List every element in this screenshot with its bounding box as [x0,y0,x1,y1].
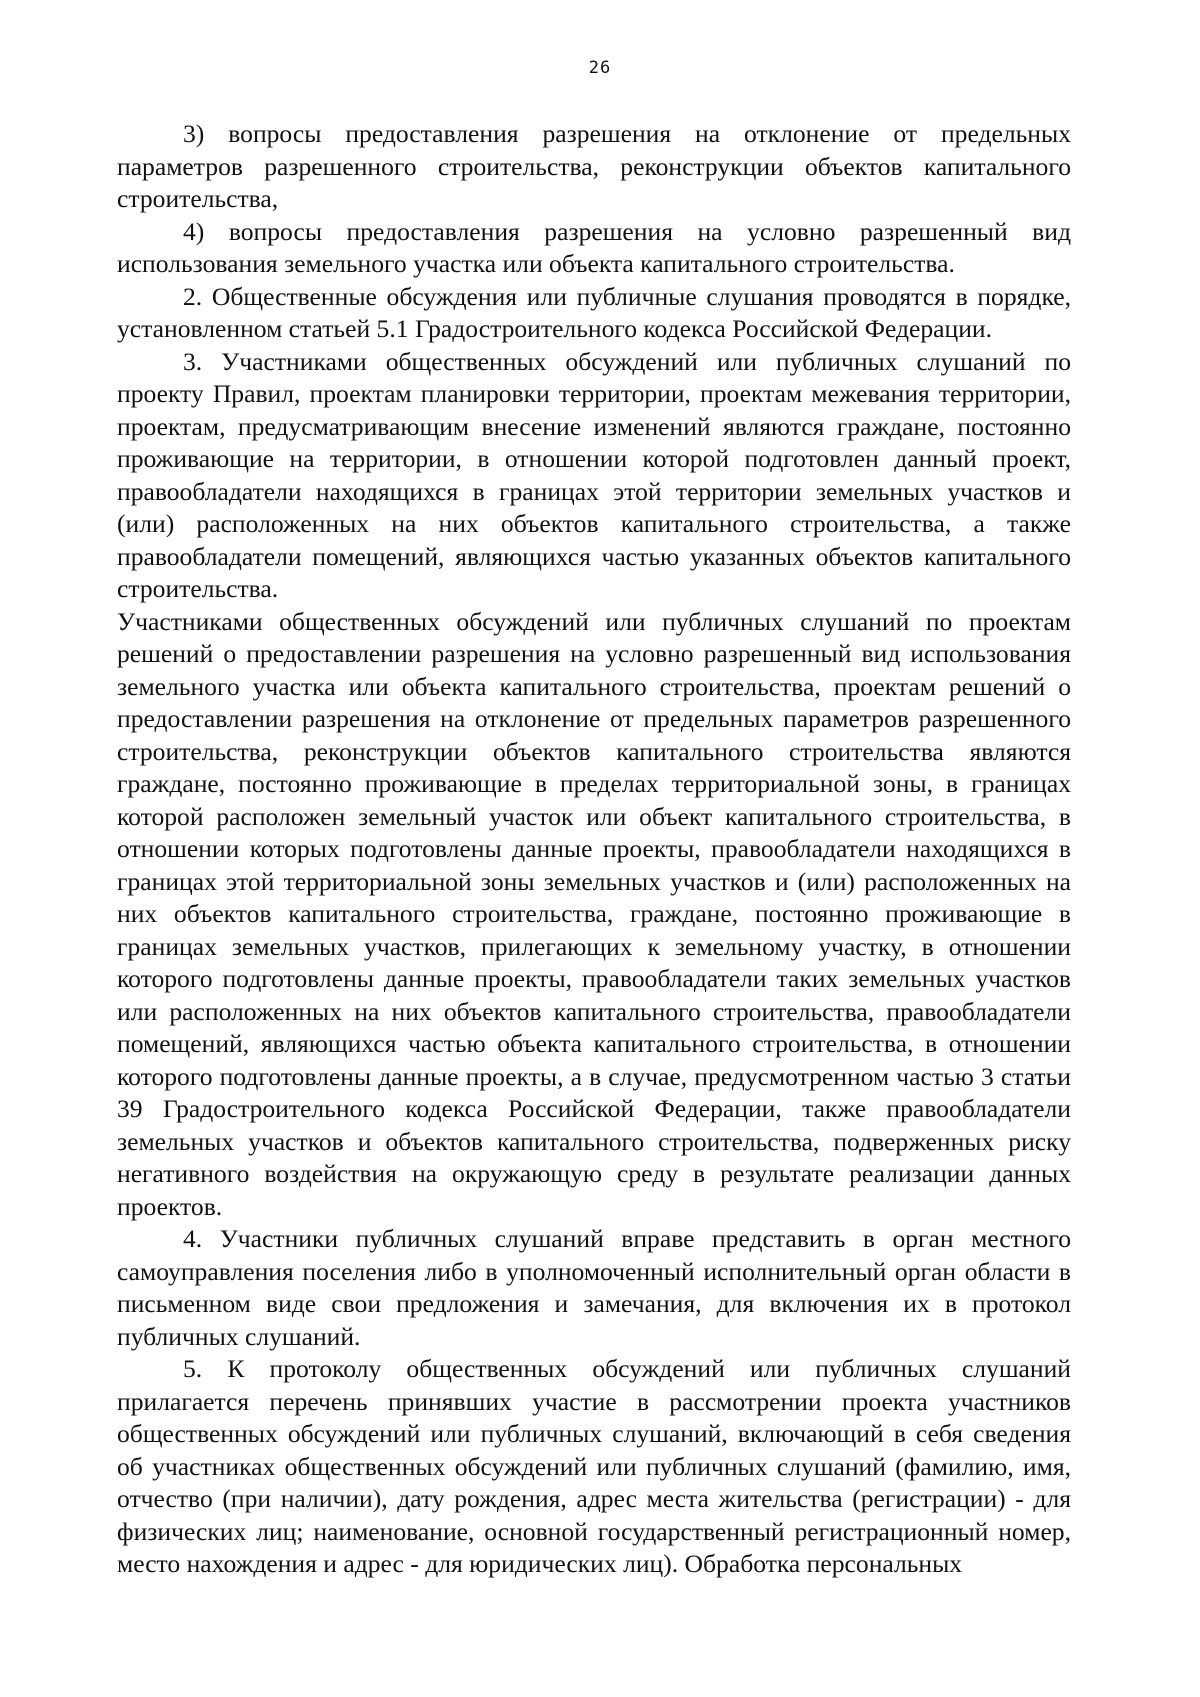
paragraph-section-5: 5. К протоколу общественных обсуждений или публичных слушаний прилагается перечень принявших участие в рассмотрении проекта участников общественных обсуждений или публичных слушаний, включающий в себя сведения об участниках общественных обсуждений или публичных слушаний (фамилию, имя, отчество (при наличии), дату рождения, адрес места жительства (регистрации) - для физических лиц; наименование, основной государственный регистрационный номер, место нахождения и адрес - для юридических лиц). Обработка персональных [117,1354,1071,1578]
document-body [117,118,1071,1581]
paragraph-item-4: 4) вопросы предоставления разрешения на условно разрешенный вид использования земельного участка или объекта капитального строительства. [117,216,1071,278]
paragraph-section-3-continued: Участниками общественных обсуждений или публичных слушаний по проектам решений о предоставлении разрешения на условно разрешенный вид использования земельного участка или объекта капитального строительства, проектам решений о предоставлении разрешения на отклонение от предельных параметров разрешенного строительства, реконструкции объектов капитального строительства являются граждане, постоянно проживающие в пределах территориальной зоны, в границах которой расположен земельный участок или объект капитального строительства, в отношении которых подготовлены данные проекты, правообладатели находящихся в границах этой территориальной зоны земельных участков и (или) расположенных на них объектов капитального строительства, граждане, постоянно проживающие в границах земельных участков, прилегающих к земельному участку, в отношении которого подготовлены данные проекты, правообладатели таких земельных участков или расположенных на них объектов капитального строительства, правообладатели помещений, являющихся частью объекта капитального строительства, в отношении которого подготовлены данные проекты, а в случае, предусмотренном частью 3 статьи 39 Градостроительного кодекса Российской Федерации, также правообладатели земельных участков и объектов капитального строительства, подверженных риску негативного воздействия на окружающую среду в результате реализации данных проектов. [117,606,1071,1221]
paragraph-item-3: 3) вопросы предоставления разрешения на отклонение от предельных параметров разрешенного строительства, реконструкции объектов капитального строительства, [117,119,1071,213]
paragraph-section-4: 4. Участники публичных слушаний вправе представить в орган местного самоуправления поселения либо в уполномоченный исполнительный орган области в письменном виде свои предложения и замечания, для включения их в протокол публичных слушаний. [117,1224,1071,1351]
paragraph-section-3: 3. Участниками общественных обсуждений или публичных слушаний по проекту Правил, проектам планировки территории, проектам межевания территории, проектам, предусматривающим внесение изменений являются граждане, постоянно проживающие на территории, в отношении которой подготовлен данный проект, правообладатели находящихся в границах этой территории земельных участков и (или) расположенных на них объектов капитального строительства, а также правообладатели помещений, являющихся частью указанных объектов капитального строительства. [117,346,1071,603]
paragraph-section-2: 2. Общественные обсуждения или публичные слушания проводятся в порядке, установленном статьей 5.1 Градостроительного кодекса Российской Федерации. [117,281,1071,343]
page-number: 26 [588,58,612,78]
